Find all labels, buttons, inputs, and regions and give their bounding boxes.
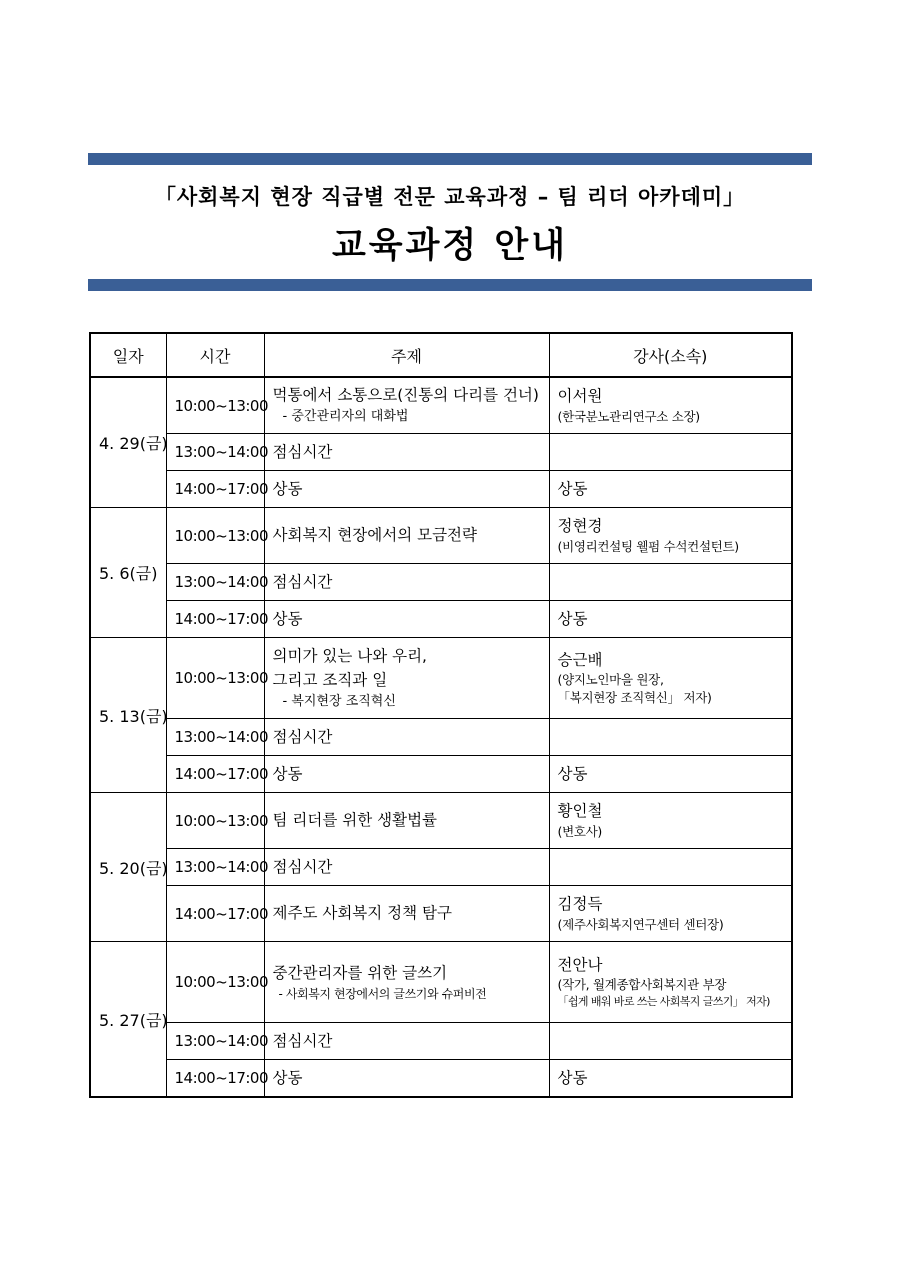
col-header-date: 일자: [90, 333, 166, 377]
topic-cell: 상동: [264, 1060, 549, 1098]
lecturer-cell: 상동: [549, 1060, 792, 1098]
table-header-row: [90, 333, 792, 377]
table-row: [90, 756, 792, 793]
col-header-lecturer: 강사(소속): [549, 333, 792, 377]
time-cell: 14:00~17:00: [166, 756, 264, 793]
topic-cell: [264, 942, 549, 1023]
time-cell: 13:00~14:00: [166, 719, 264, 756]
lecturer-cell: [549, 638, 792, 719]
time-cell: 10:00~13:00: [166, 638, 264, 719]
lecturer-affiliation: (작가, 월계종합사회복지관 부장: [557, 977, 727, 993]
topic-text-line2: 그리고 조직과 일: [272, 670, 388, 689]
topic-text: 의미가 있는 나와 우리,: [272, 646, 427, 665]
table-row: [90, 377, 792, 434]
lecturer-cell: [549, 793, 792, 849]
lecturer-cell: [549, 849, 792, 886]
time-cell: 14:00~17:00: [166, 886, 264, 942]
topic-text: 먹통에서 소통으로(진통의 다리를 건너): [272, 386, 539, 405]
time-cell: 10:00~13:00: [166, 377, 264, 434]
time-cell: 13:00~14:00: [166, 564, 264, 601]
lecturer-affiliation: (제주사회복지연구센터 센터장): [557, 916, 724, 932]
lecturer-name: 김정득: [557, 895, 603, 914]
topic-text: 사회복지 현장에서의 모금전략: [272, 526, 478, 545]
topic-text: 팀 리더를 위한 생활법률: [272, 811, 438, 830]
topic-subtext: - 복지현장 조직혁신: [282, 693, 396, 709]
topic-cell: [264, 638, 549, 719]
lecturer-affiliation-line2: 「쉽게 배워 바로 쓰는 사회복지 글쓰기」 저자): [557, 995, 770, 1009]
lecturer-cell: [549, 434, 792, 471]
schedule-table: [89, 332, 793, 1098]
topic-cell: 점심시간: [264, 1023, 549, 1060]
time-cell: 10:00~13:00: [166, 508, 264, 564]
topic-cell: [264, 508, 549, 564]
table-row: [90, 434, 792, 471]
date-cell: 5. 20(금): [90, 793, 166, 942]
table-row: [90, 471, 792, 508]
lecturer-affiliation: (비영리컨설팅 웰펌 수석컨설턴트): [557, 538, 739, 554]
table-row: [90, 793, 792, 849]
table-row: [90, 719, 792, 756]
table-row: [90, 1060, 792, 1098]
time-cell: 13:00~14:00: [166, 1023, 264, 1060]
table-row: [90, 886, 792, 942]
lecturer-affiliation: (양지노인마을 원장,: [557, 672, 664, 688]
lecturer-cell: [549, 886, 792, 942]
topic-cell: 상동: [264, 471, 549, 508]
topic-subtext: - 중간관리자의 대화법: [282, 409, 409, 425]
topic-cell: 점심시간: [264, 564, 549, 601]
table-row: [90, 508, 792, 564]
lecturer-cell: [549, 719, 792, 756]
table-row: [90, 942, 792, 1023]
table-row: [90, 849, 792, 886]
bottom-rule: [88, 279, 812, 291]
time-cell: 14:00~17:00: [166, 601, 264, 638]
table-row: [90, 601, 792, 638]
topic-text: 제주도 사회복지 정책 탐구: [272, 904, 452, 923]
topic-text: 중간관리자를 위한 글쓰기: [272, 963, 448, 982]
lecturer-name: 황인철: [557, 802, 603, 821]
date-cell: 5. 27(금): [90, 942, 166, 1098]
date-cell: 4. 29(금): [90, 377, 166, 508]
lecturer-affiliation: (한국분노관리연구소 소장): [557, 408, 700, 424]
table-row: [90, 638, 792, 719]
date-cell: 5. 6(금): [90, 508, 166, 638]
lecturer-name: 승근배: [557, 650, 603, 669]
lecturer-cell: [549, 942, 792, 1023]
lecturer-cell: [549, 564, 792, 601]
lecturer-cell: 상동: [549, 601, 792, 638]
topic-cell: 상동: [264, 601, 549, 638]
lecturer-cell: [549, 508, 792, 564]
program-subtitle: 「사회복지 현장 직급별 전문 교육과정 – 팀 리더 아카데미」: [154, 185, 746, 209]
topic-cell: [264, 793, 549, 849]
topic-cell: 점심시간: [264, 434, 549, 471]
topic-subtext: - 사회복지 현장에서의 글쓰기와 슈퍼비전: [278, 986, 487, 1001]
top-rule: [88, 153, 812, 165]
date-cell: 5. 13(금): [90, 638, 166, 793]
page-title: 교육과정 안내: [331, 226, 569, 266]
time-cell: 10:00~13:00: [166, 793, 264, 849]
lecturer-affiliation-line2: 「복지현장 조직혁신」 저자): [557, 690, 712, 706]
lecturer-cell: 상동: [549, 471, 792, 508]
lecturer-cell: 상동: [549, 756, 792, 793]
topic-cell: [264, 377, 549, 434]
time-cell: 14:00~17:00: [166, 471, 264, 508]
time-cell: 13:00~14:00: [166, 849, 264, 886]
topic-cell: 점심시간: [264, 849, 549, 886]
time-cell: 14:00~17:00: [166, 1060, 264, 1098]
lecturer-cell: [549, 377, 792, 434]
lecturer-name: 정현경: [557, 517, 603, 536]
col-header-time: 시간: [166, 333, 264, 377]
topic-cell: 점심시간: [264, 719, 549, 756]
lecturer-affiliation: (변호사): [557, 823, 602, 839]
time-cell: 10:00~13:00: [166, 942, 264, 1023]
topic-cell: 상동: [264, 756, 549, 793]
table-row: [90, 564, 792, 601]
topic-cell: [264, 886, 549, 942]
col-header-topic: 주제: [264, 333, 549, 377]
time-cell: 13:00~14:00: [166, 434, 264, 471]
lecturer-name: 전안나: [557, 955, 603, 974]
lecturer-cell: [549, 1023, 792, 1060]
table-row: [90, 1023, 792, 1060]
lecturer-name: 이서원: [557, 387, 603, 406]
